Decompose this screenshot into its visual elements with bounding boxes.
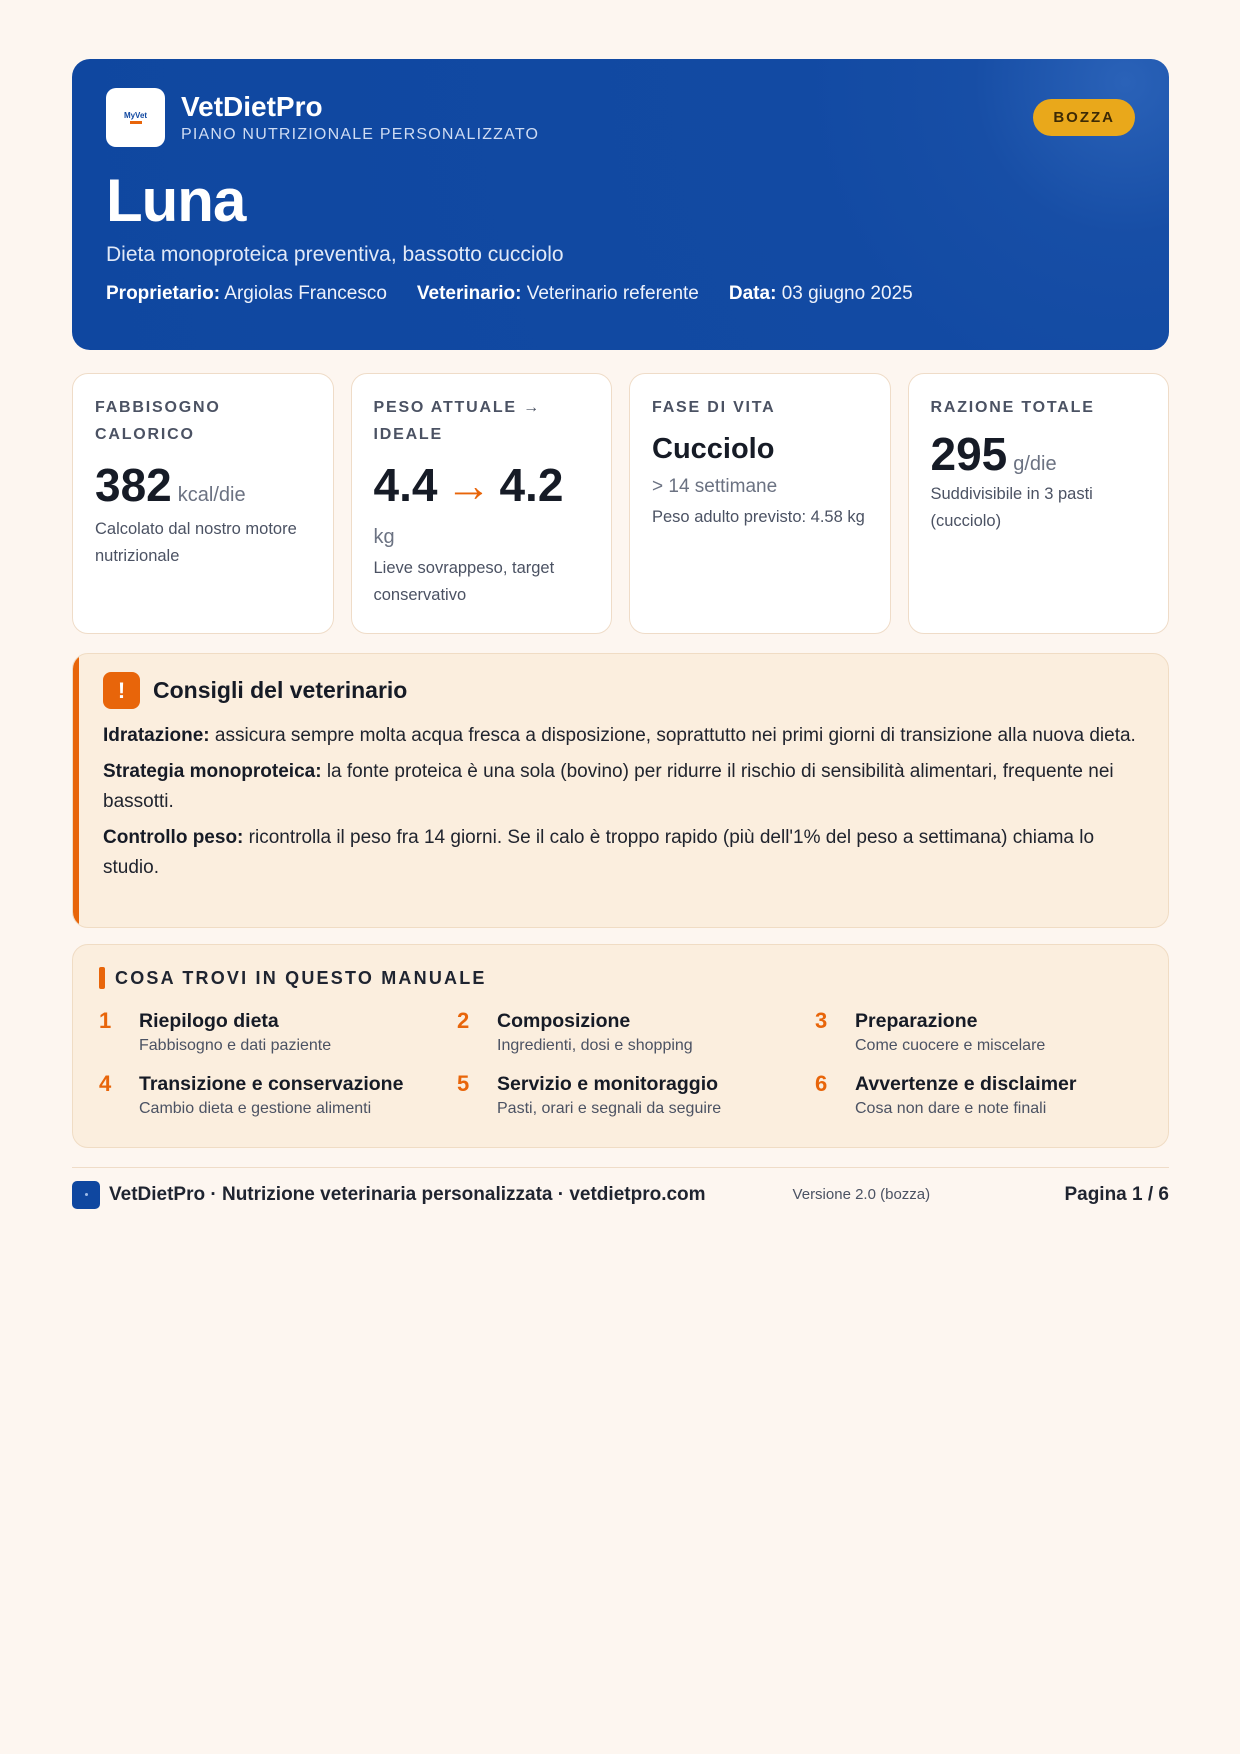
alert-icon: ! — [103, 672, 140, 709]
card-label: FASE DI VITA — [652, 399, 776, 416]
page-number: Pagina 1 / 6 — [1064, 1183, 1169, 1205]
advice-item: Strategia monoproteica: la fonte proteica è una sola (bovino) per ridurre il rischio di sensibilità alimentari, frequente nei bassotti. — [103, 761, 1114, 812]
stat-cards — [72, 373, 1169, 634]
weight-unit: kg — [373, 526, 395, 548]
logo-accent — [130, 121, 142, 124]
ration-unit: g/die — [1013, 453, 1057, 475]
status-badge: BOZZA — [1033, 99, 1135, 136]
vet-meta: Veterinario: Veterinario referente — [416, 283, 699, 304]
calories-card — [72, 373, 334, 634]
toc-item[interactable]: 2 Composizione Ingredienti, dosi e shopping — [457, 1008, 693, 1054]
version-label: Versione 2.0 (bozza) — [792, 1186, 931, 1203]
brand-name: VetDietPro — [181, 91, 323, 122]
card-note: Calcolato dal nostro motore nutrizionale — [95, 520, 297, 565]
brand-row — [106, 88, 1135, 147]
toc-item[interactable]: 4 Transizione e conservazione Cambio dieta e gestione alimenti — [99, 1071, 404, 1117]
ration-card — [908, 373, 1170, 634]
life-stage-card — [629, 373, 891, 634]
date-meta: Data: 03 giugno 2025 — [728, 283, 913, 304]
section-marker — [99, 967, 105, 989]
toc-item[interactable]: 1 Riepilogo dieta Fabbisogno e dati paziente — [99, 1008, 332, 1054]
logo-text: MyVet — [123, 111, 148, 120]
page-footer — [72, 1167, 1169, 1211]
toc-title: COSA TROVI IN QUESTO MANUALE — [115, 967, 487, 988]
card-note: Suddivisibile in 3 pasti (cucciolo) — [930, 485, 1093, 530]
card-note: Peso adulto previsto: 4.58 kg — [652, 508, 865, 526]
ideal-weight-value: 4.2 — [499, 459, 564, 511]
toc-item[interactable]: 3 Preparazione Come cuocere e miscelare — [815, 1008, 1046, 1054]
vet-advice-box — [72, 653, 1169, 928]
current-weight-value: 4.4 — [373, 459, 438, 511]
ration-value: 295 — [930, 428, 1008, 480]
logo — [106, 88, 165, 147]
card-label: FABBISOGNO CALORICO — [95, 399, 221, 443]
life-stage-sub: > 14 settimane — [652, 476, 778, 497]
advice-title: Consigli del veterinario — [153, 677, 408, 703]
footer-text: VetDietPro · Nutrizione veterinaria personalizzata · vetdietpro.com — [109, 1183, 706, 1205]
card-note: Lieve sovrappeso, target conservativo — [373, 559, 555, 604]
arrow-right-icon: → — [445, 459, 492, 511]
meta-row — [106, 283, 1135, 305]
pet-name: Luna — [106, 167, 246, 234]
toc-grid — [99, 1009, 1142, 1118]
weight-card — [351, 373, 613, 634]
advice-item: Idratazione: assicura sempre molta acqua fresca a disposizione, soprattutto nei primi giorni di transizione alla nuova dieta. — [103, 725, 1136, 746]
toc-item[interactable]: 6 Avvertenze e disclaimer Cosa non dare e note finali — [815, 1071, 1077, 1117]
card-label: RAZIONE TOTALE — [930, 399, 1095, 416]
calories-unit: kcal/die — [177, 484, 246, 506]
toc-item[interactable]: 5 Servizio e monitoraggio Pasti, orari e segnali da seguire — [457, 1071, 722, 1117]
advice-item: Controllo peso: ricontrolla il peso fra 14 giorni. Se il calo è troppo rapido (più dell'1% del peso a settimana) chiama lo studio. — [103, 827, 1095, 878]
diet-description: Dieta monoproteica preventiva, bassotto cucciolo — [106, 243, 564, 266]
calories-value: 382 — [95, 459, 172, 511]
footer-logo-icon — [72, 1181, 100, 1209]
header-banner — [72, 59, 1169, 350]
table-of-contents — [72, 944, 1169, 1148]
life-stage-value: Cucciolo — [652, 433, 775, 465]
brand-subtitle: PIANO NUTRIZIONALE PERSONALIZZATO — [181, 126, 540, 143]
card-label: PESO ATTUALE → IDEALE — [373, 399, 541, 443]
document-page — [72, 59, 1169, 1211]
owner-meta: Proprietario: Argiolas Francesco — [106, 283, 387, 304]
